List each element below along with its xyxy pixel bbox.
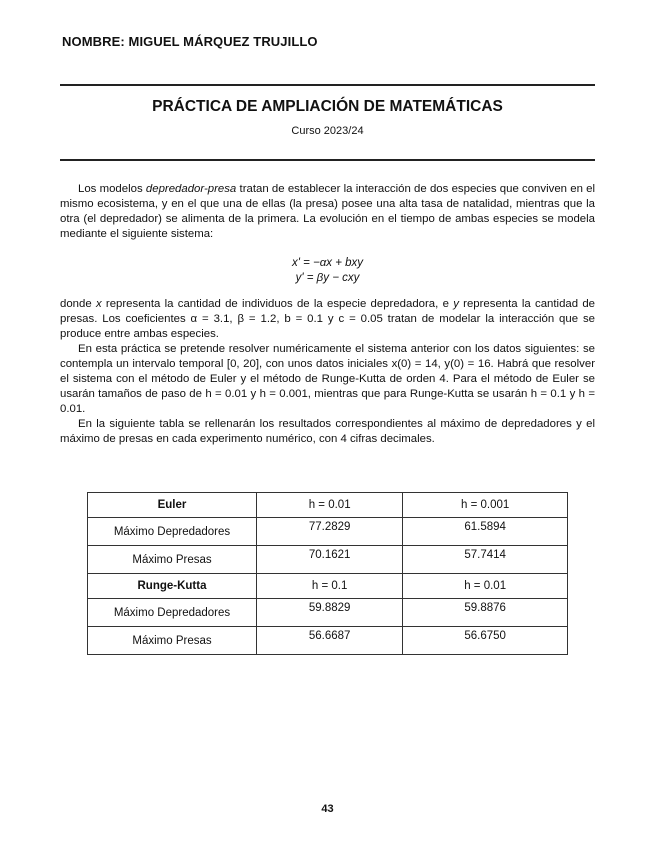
- page-title: PRÁCTICA DE AMPLIACIÓN DE MATEMÁTICAS: [152, 98, 503, 115]
- bottom-rule: [60, 159, 595, 161]
- method-paragraph: En esta práctica se pretende resolver numéricamente el sistema anterior con los datos siguientes: se contempla un intervalo temporal [0, 20], con unos datos iniciales x(0) = 14, y(0) = 16. Habrá que resolver el sistema con el método de Euler y el método de Runge-Kutta de orden 4. Para el método de Euler se usarán tamaños de paso de h = 0.01 y h = 0.001, mientras que para Runge-Kutta se usarán h = 0.1 y h = 0.01.: [60, 343, 595, 415]
- course-year: Curso 2023/24: [291, 125, 364, 137]
- rk-max-prey-h2: 56.6750: [403, 627, 568, 655]
- table-row: [88, 546, 568, 574]
- top-rule: [60, 84, 595, 86]
- rk-header: Runge-Kutta: [88, 574, 257, 599]
- euler-h1-header: h = 0.01: [257, 493, 403, 518]
- rk-max-prey-label: Máximo Presas: [88, 627, 257, 655]
- table-intro-paragraph: En la siguiente tabla se rellenarán los resultados correspondientes al máximo de depredadores y el máximo de presas en cada experimento numérico, con 4 cifras decimales.: [60, 418, 595, 445]
- table-row: [88, 574, 568, 599]
- intro-emphasis: depredador-presa: [145, 183, 237, 195]
- description-block: [60, 297, 595, 447]
- euler-max-prey-h1: 70.1621: [257, 546, 403, 574]
- rk-h2-header: h = 0.01: [403, 574, 568, 599]
- rk-h1-header: h = 0.1: [257, 574, 403, 599]
- table-row: [88, 627, 568, 655]
- intro-paragraph: [60, 182, 595, 242]
- var-x: x: [95, 298, 102, 310]
- var-y: y: [453, 298, 459, 310]
- student-name: NOMBRE: MIGUEL MÁRQUEZ TRUJILLO: [62, 34, 318, 49]
- equation-prey: y' = βy − cxy: [295, 272, 360, 284]
- euler-max-predators-h2: 61.5894: [403, 518, 568, 546]
- ode-system: [60, 256, 595, 286]
- table-row: [88, 493, 568, 518]
- intro-text-start: Los modelos: [78, 183, 146, 195]
- euler-max-prey-h2: 57.7414: [403, 546, 568, 574]
- euler-header: Euler: [88, 493, 257, 518]
- rk-max-predators-h2: 59.8876: [403, 599, 568, 627]
- euler-max-predators-label: Máximo Depredadores: [88, 518, 257, 546]
- coeff-text-3: representa la cantidad de presas. Los coeficientes α = 3.1, β = 1.2, b = 0.1 y c = 0.05 tratan de modelar la interacción que se produce entre ambas especies.: [60, 298, 596, 340]
- table-row: [88, 599, 568, 627]
- results-table: [87, 492, 568, 655]
- euler-max-prey-label: Máximo Presas: [88, 546, 257, 574]
- page-number: 43: [321, 803, 334, 815]
- coeff-text-1: donde: [60, 298, 96, 310]
- coeff-text-2: representa la cantidad de individuos de la especie depredadora, e: [101, 298, 454, 310]
- euler-h2-header: h = 0.001: [403, 493, 568, 518]
- coefficients-paragraph: [60, 297, 595, 342]
- intro-text-rest: tratan de establecer la interacción de dos especies que conviven en el mismo ecosistema, y en el que una de ellas (la presa) posee una alta tasa de natalidad, mientras que la otra (el depredador) se alimenta de la primera. La evolución en el tiempo de ambas especies se modela mediante el siguiente sistema:: [60, 183, 596, 240]
- rk-max-predators-h1: 59.8829: [257, 599, 403, 627]
- table-row: [88, 518, 568, 546]
- equation-predator: x' = −αx + bxy: [291, 257, 364, 269]
- euler-max-predators-h1: 77.2829: [257, 518, 403, 546]
- rk-max-predators-label: Máximo Depredadores: [88, 599, 257, 627]
- rk-max-prey-h1: 56.6687: [257, 627, 403, 655]
